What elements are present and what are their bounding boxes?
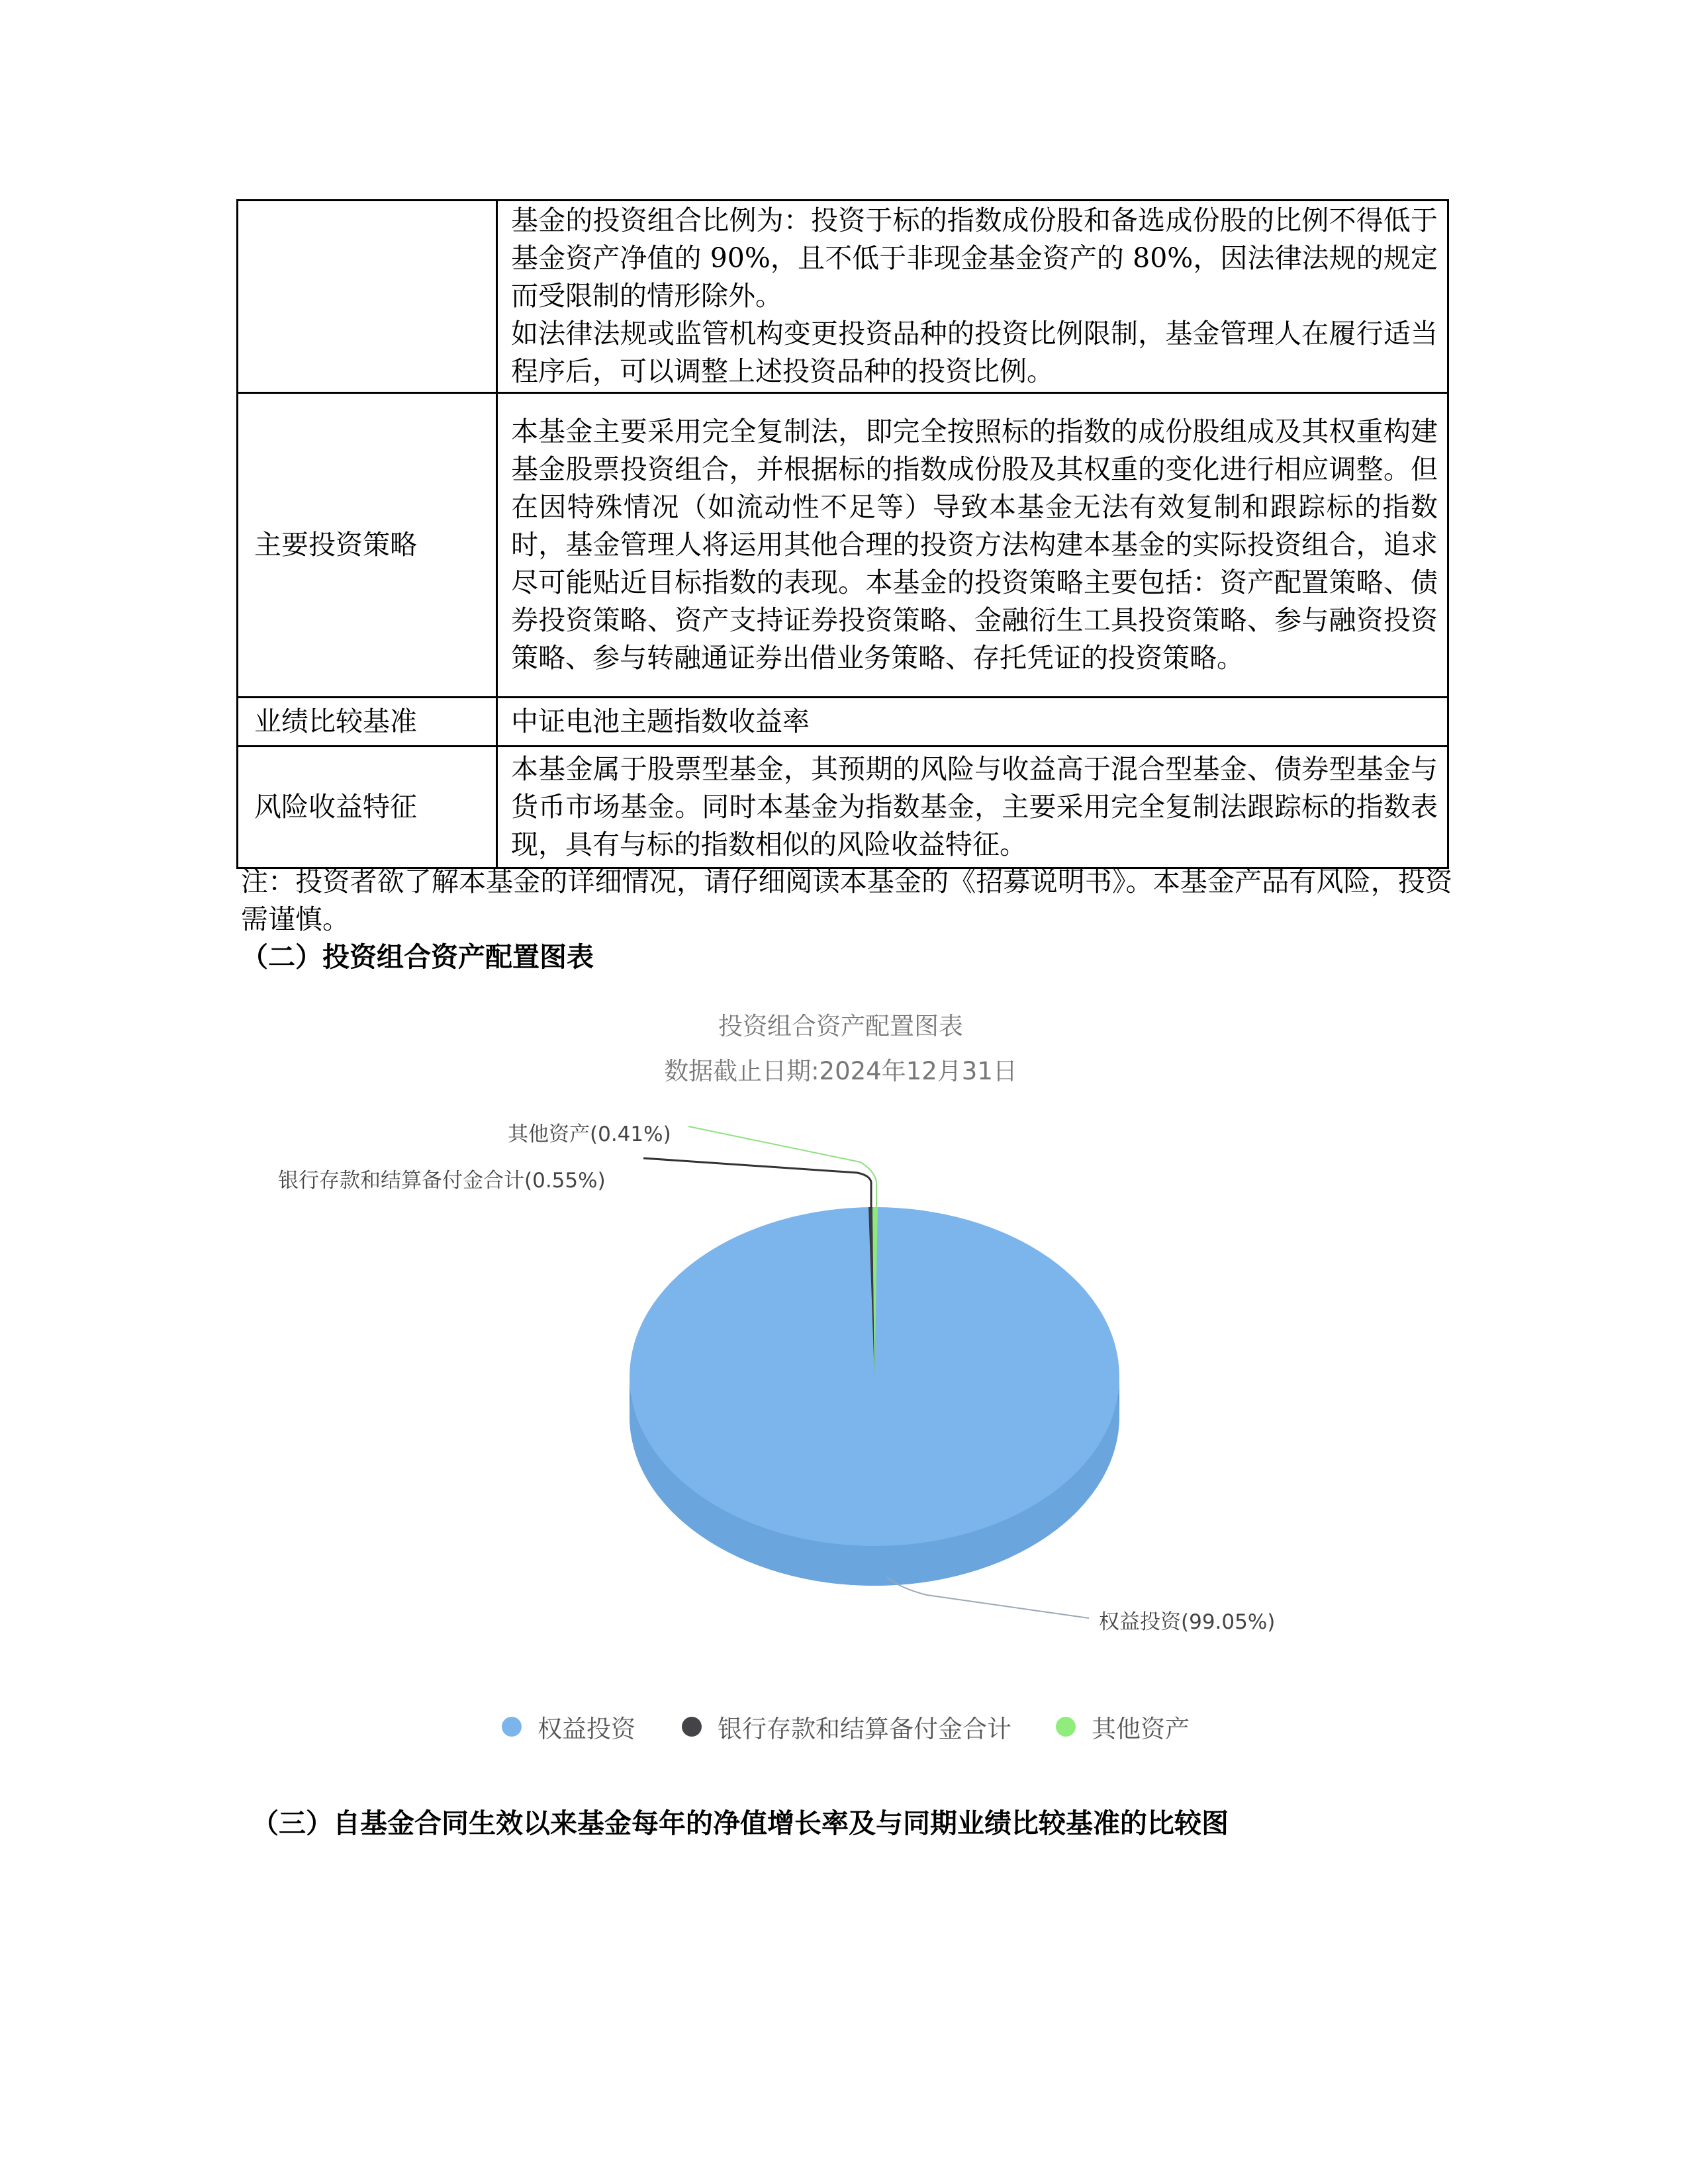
table-row-investment-strategy bbox=[238, 393, 1448, 698]
legend-item-equity[interactable] bbox=[502, 1709, 635, 1745]
pie-graphic bbox=[225, 986, 1456, 1774]
investor-note: 注：投资者欲了解本基金的详细情况，请仔细阅读本基金的《招募说明书》。本基金产品有风险，投资需谨慎。 bbox=[241, 866, 1452, 935]
leader-line-bank bbox=[643, 1158, 871, 1208]
paragraph: 本基金属于股票型基金，其预期的风险与收益高于混合型基金、债券型基金与货币市场基金。同时本基金为指数基金，主要采用完全复制法跟踪标的指数表现，具有与标的指数相似的风险收益特征。 bbox=[511, 752, 1438, 860]
table-row-risk-return bbox=[238, 747, 1448, 868]
table-row-allocation-ratio bbox=[238, 201, 1448, 393]
row-content bbox=[497, 698, 1448, 747]
section-heading-nav-growth-comparison: （三）自基金合同生效以来基金每年的净值增长率及与同期业绩比较基准的比较图 bbox=[252, 1807, 1229, 1839]
fund-info-table bbox=[236, 199, 1449, 869]
paragraph: 基金的投资组合比例为：投资于标的指数成份股和备选成份股的比例不得低于基金资产净值的 90%，且不低于非现金基金资产的 80%，因法律法规的规定而受限制的情形除外。 bbox=[511, 205, 1438, 312]
chart-title: 投资组合资产配置图表 bbox=[718, 1012, 963, 1040]
legend-label: 其他资产 bbox=[1092, 1715, 1190, 1743]
row-content bbox=[497, 747, 1448, 868]
legend-dot-icon bbox=[502, 1717, 522, 1737]
data-label-equity: 权益投资(99.05%) bbox=[1099, 1610, 1276, 1634]
chart-subtitle: 数据截止日期:2024年12月31日 bbox=[664, 1057, 1017, 1085]
paragraph: 本基金主要采用完全复制法，即完全按照标的指数的成份股组成及其权重构建基金股票投资组合，并根据标的指数成份股及其权重的变化进行相应调整。但在因特殊情况（如流动性不足等）导致本基金无法有效复制和跟踪标的指数时，基金管理人将运用其他合理的投资方法构建本基金的实际投资组合，追求尽可能贴近目标指数的表现。本基金的投资策略主要包括：资产配置策略、债券投资策略、资产支持证券投资策略、金融衍生工具投资策略、参与融资投资策略、参与转融通证券出借业务策略、存托凭证的投资策略。 bbox=[511, 415, 1438, 674]
table-row-benchmark bbox=[238, 698, 1448, 747]
legend-label: 权益投资 bbox=[538, 1715, 635, 1743]
row-content bbox=[497, 201, 1448, 393]
legend-label: 银行存款和结算备付金合计 bbox=[718, 1715, 1011, 1743]
row-label: 主要投资策略 bbox=[238, 393, 497, 698]
row-content bbox=[497, 393, 1448, 698]
paragraph: 如法律法规或监管机构变更投资品种的投资比例限制，基金管理人在履行适当程序后，可以调整上述投资品种的投资比例。 bbox=[511, 318, 1438, 387]
row-label: 风险收益特征 bbox=[238, 747, 497, 868]
paragraph: 中证电池主题指数收益率 bbox=[511, 705, 810, 737]
asset-allocation-pie-chart bbox=[225, 986, 1456, 1774]
data-label-other-assets: 其他资产(0.41%) bbox=[508, 1122, 671, 1146]
legend-item-other-assets[interactable] bbox=[1056, 1709, 1190, 1745]
row-label: 业绩比较基准 bbox=[238, 698, 497, 747]
data-label-bank-deposits: 银行存款和结算备付金合计(0.55%) bbox=[278, 1169, 606, 1193]
leader-line-equity bbox=[887, 1577, 1089, 1618]
row-label bbox=[238, 201, 497, 393]
legend-item-bank-deposits[interactable] bbox=[682, 1709, 1011, 1745]
legend-dot-icon bbox=[1056, 1717, 1076, 1737]
chart-legend bbox=[225, 1709, 1456, 1742]
legend-dot-icon bbox=[682, 1717, 702, 1737]
section-heading-asset-allocation: （二）投资组合资产配置图表 bbox=[241, 941, 594, 973]
